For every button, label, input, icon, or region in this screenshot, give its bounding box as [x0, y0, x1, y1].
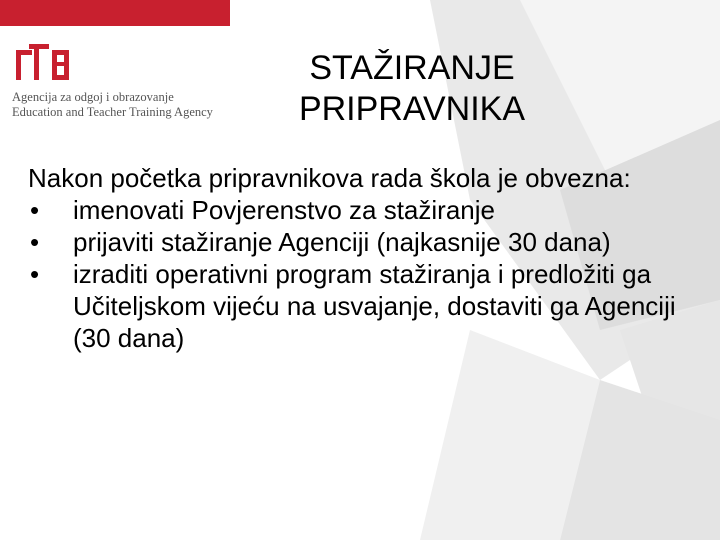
bullet-icon: •	[30, 195, 40, 225]
intro-text: Nakon početka pripravnikova rada škola je obvezna:	[28, 163, 631, 193]
agency-logo-icon	[12, 40, 72, 84]
list-item	[28, 226, 708, 258]
top-accent-bar	[0, 0, 230, 26]
list-item-text: imenovati Povjerenstvo za stažiranje	[73, 195, 495, 225]
list-item-text: izraditi operativni program stažiranja i predložiti ga Učiteljskom vijeću na usvajanje, dostaviti ga Agenciji (30 dana)	[73, 259, 676, 353]
slide-body	[28, 162, 708, 354]
slide-title: STAŽIRANJE PRIPRAVNIKA	[298, 49, 526, 128]
bullet-icon: •	[30, 227, 40, 257]
bullet-icon: •	[30, 259, 40, 289]
bullet-list	[28, 194, 708, 354]
logo-text-english: Education and Teacher Training Agency	[12, 105, 213, 119]
agency-logo	[12, 40, 252, 120]
logo-text-croatian: Agencija za odgoj i obrazovanje	[12, 90, 174, 104]
list-item-text: prijaviti stažiranje Agenciji (najkasnije 30 dana)	[73, 227, 611, 257]
list-item	[28, 194, 708, 226]
list-item	[28, 258, 708, 354]
